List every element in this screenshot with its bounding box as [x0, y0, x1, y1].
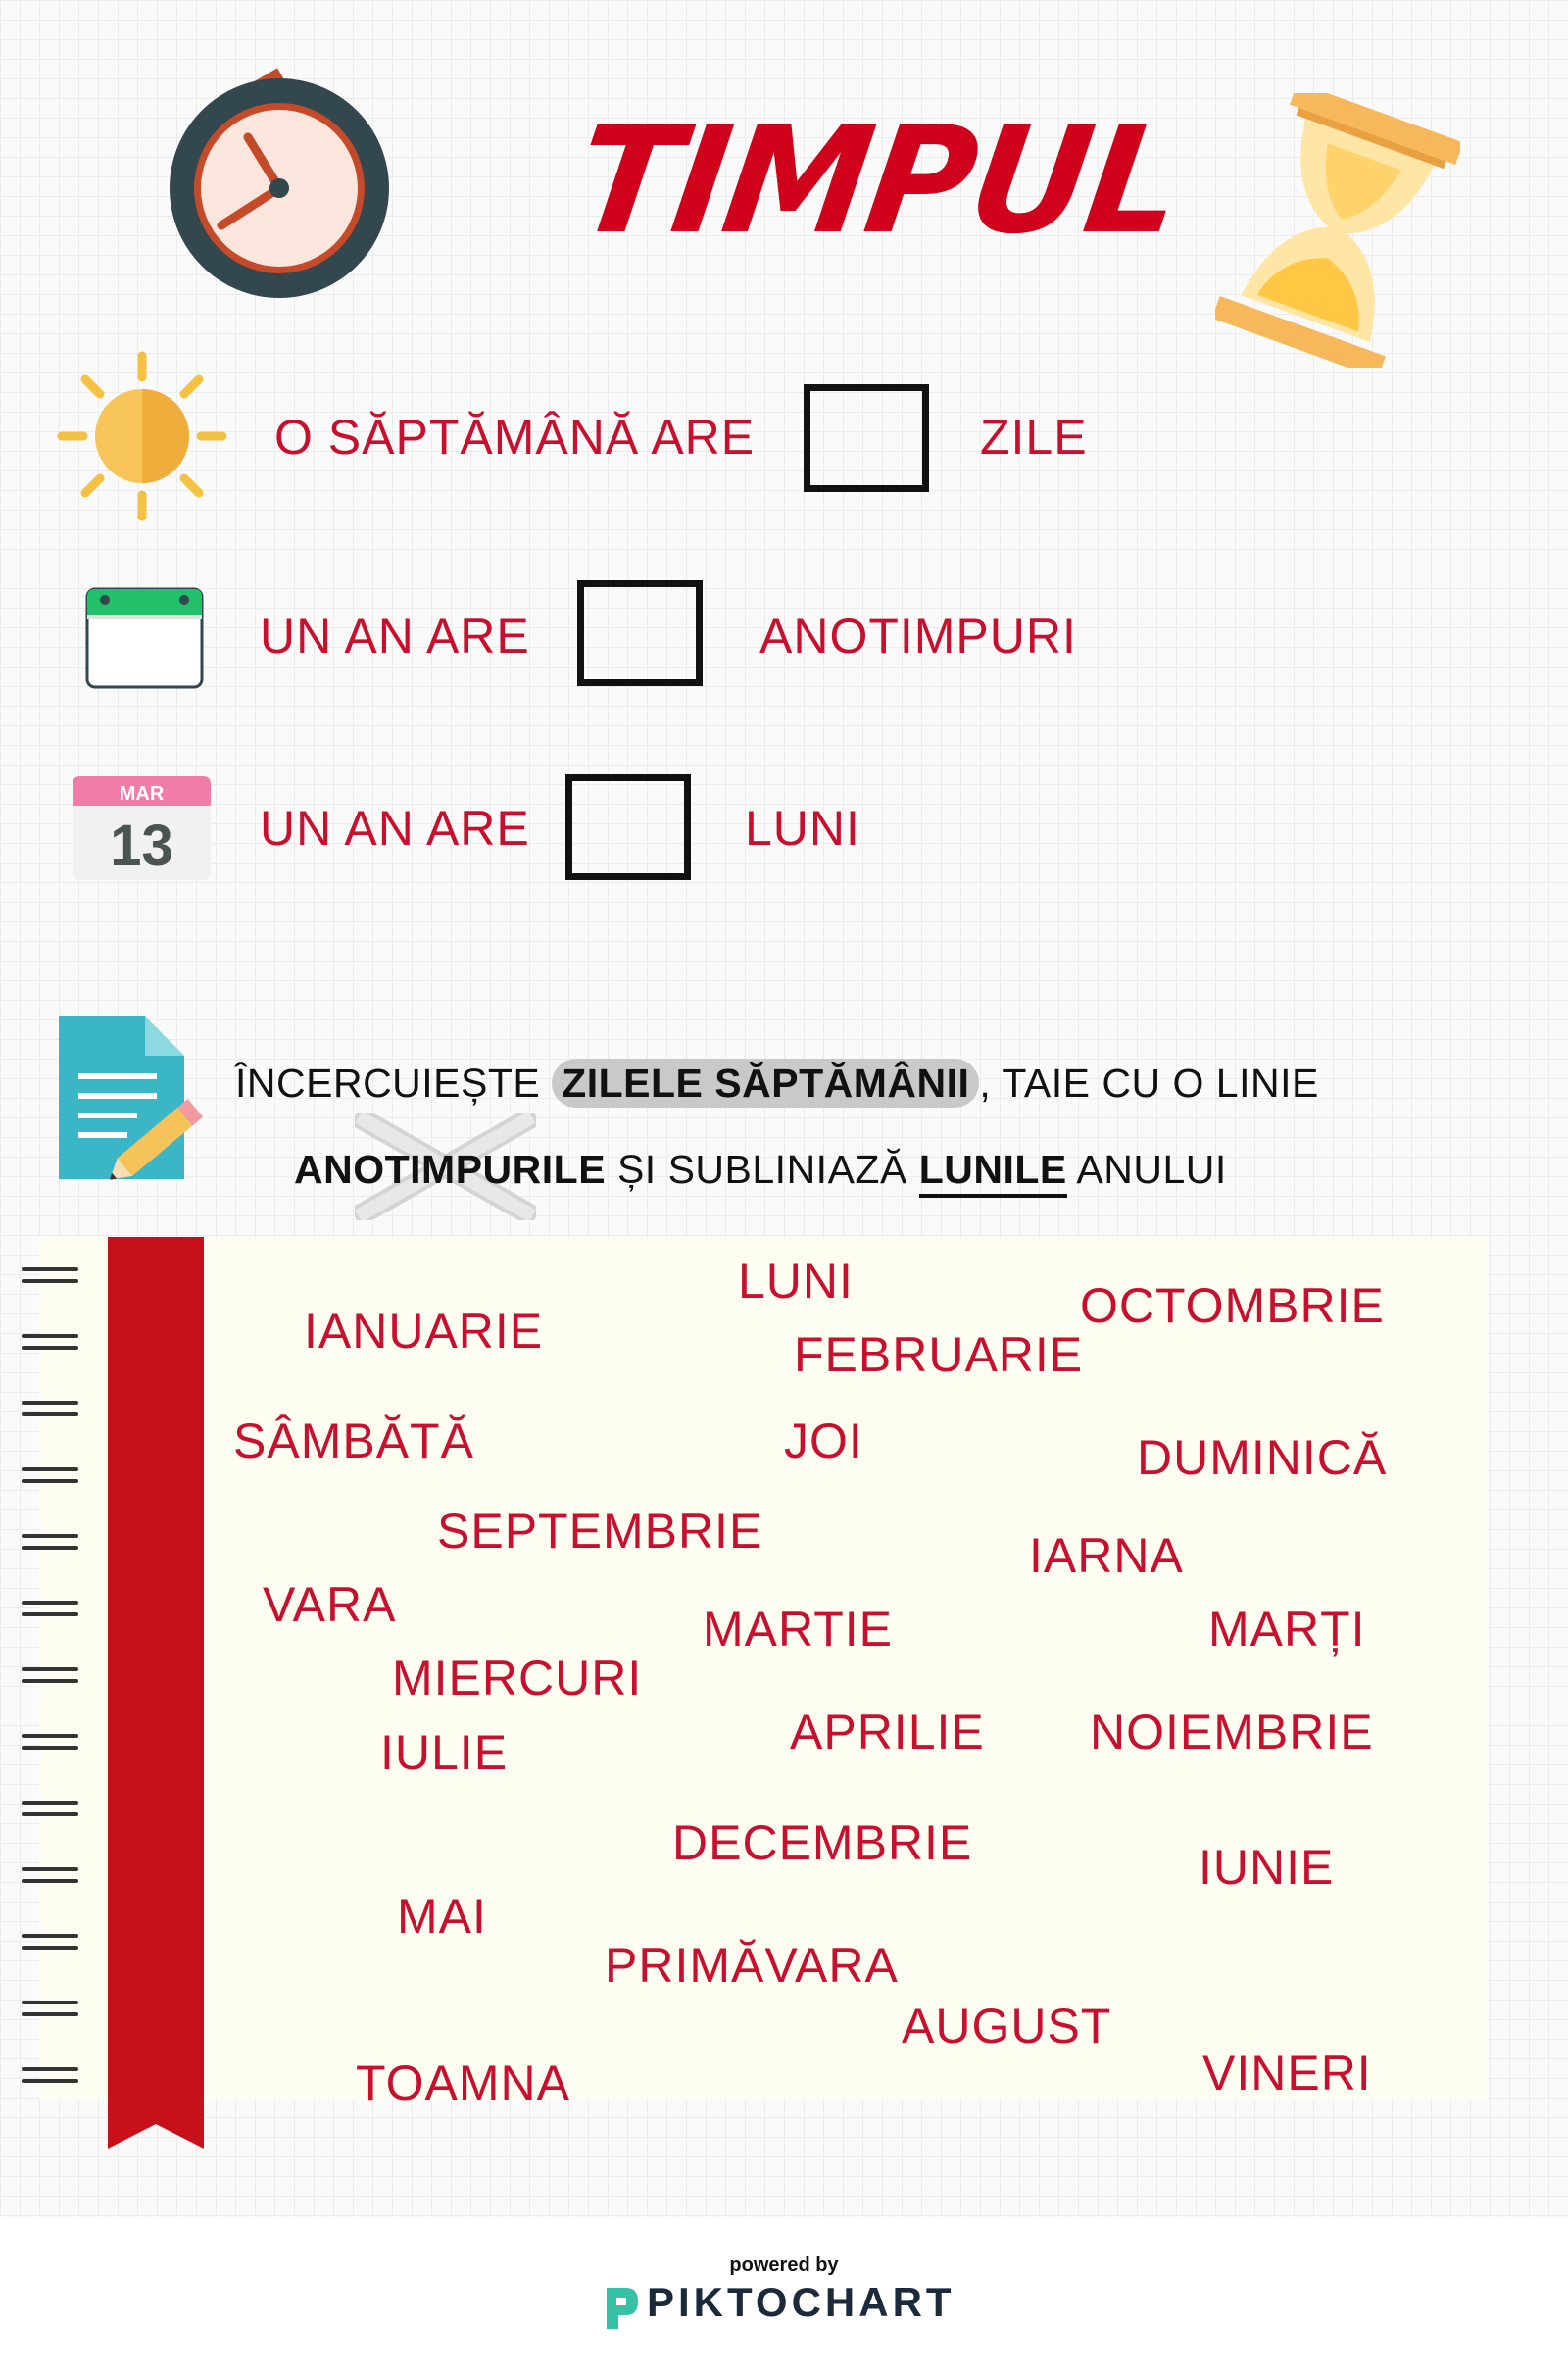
question-1-prefix: O SĂPTĂMÂNĂ ARE	[274, 410, 756, 465]
document-pencil-icon	[57, 1014, 204, 1181]
word-item[interactable]: APRILIE	[790, 1705, 985, 1759]
notebook-ring	[22, 1995, 78, 2024]
notebook-ring	[22, 1328, 78, 1358]
word-item[interactable]: IUNIE	[1199, 1840, 1335, 1895]
instruction-days-highlight: ZILELE SĂPTĂMÂNII	[552, 1059, 979, 1108]
word-item[interactable]: MARTIE	[703, 1602, 893, 1657]
word-item[interactable]: VARA	[263, 1577, 397, 1632]
brand-name: PIKTOCHART	[647, 2279, 956, 2325]
word-item[interactable]: LUNI	[738, 1254, 854, 1309]
hourglass-icon	[1215, 93, 1460, 368]
word-item[interactable]: PRIMĂVARA	[605, 1938, 899, 1993]
instruction-text-4: ANULUI	[1066, 1147, 1227, 1192]
notebook-ring	[22, 1795, 78, 1824]
instruction-line-2	[294, 1142, 1227, 1197]
word-item[interactable]: JOI	[784, 1413, 863, 1468]
instruction-text-1: ÎNCERCUIEȘTE	[235, 1061, 553, 1106]
page-title: TIMPUL	[565, 96, 1189, 267]
word-item[interactable]: DUMINICĂ	[1137, 1430, 1388, 1485]
answer-box-months[interactable]	[565, 774, 691, 880]
answer-box-seasons[interactable]	[577, 580, 703, 686]
word-item[interactable]: NOIEMBRIE	[1090, 1705, 1374, 1759]
instruction-seasons-crossed: ANOTIMPURILE	[294, 1147, 607, 1192]
word-item[interactable]: IARNA	[1029, 1528, 1184, 1583]
word-item[interactable]: IANUARIE	[304, 1304, 544, 1359]
notebook-ring	[22, 1595, 78, 1624]
instruction-months-underlined: LUNILE	[919, 1147, 1067, 1198]
word-item[interactable]: OCTOMBRIE	[1080, 1278, 1385, 1333]
word-item[interactable]: TOAMNA	[356, 2055, 570, 2110]
question-2-prefix: UN AN ARE	[260, 609, 530, 664]
word-item[interactable]: MIERCURI	[392, 1651, 643, 1706]
bookmark-ribbon	[108, 1237, 204, 2149]
word-item[interactable]: VINERI	[1202, 2046, 1372, 2101]
notebook-ring	[22, 1661, 78, 1691]
sun-icon	[54, 348, 230, 524]
word-item[interactable]: DECEMBRIE	[672, 1815, 973, 1870]
question-3-prefix: UN AN ARE	[260, 801, 530, 856]
answer-box-days[interactable]	[804, 384, 929, 492]
word-item[interactable]: IULIE	[380, 1725, 509, 1780]
notebook-ring	[22, 1861, 78, 1891]
instruction-line-1	[235, 1056, 1319, 1111]
question-3-suffix: LUNI	[745, 801, 860, 856]
instruction-text-3: ȘI SUBLINIAZĂ	[606, 1147, 919, 1192]
notebook-ring	[22, 1261, 78, 1291]
calendar-icon	[83, 583, 206, 691]
word-item[interactable]: SÂMBĂTĂ	[233, 1413, 474, 1468]
notebook-ring	[22, 2061, 78, 2091]
question-2-suffix: ANOTIMPURI	[760, 609, 1077, 664]
word-item[interactable]: FEBRUARIE	[794, 1327, 1084, 1382]
word-item[interactable]: MAI	[397, 1889, 487, 1944]
calendar-day: 13	[110, 814, 173, 877]
notebook-ring	[22, 1928, 78, 1957]
question-1-suffix: ZILE	[980, 410, 1088, 465]
word-item[interactable]: MARȚI	[1208, 1602, 1366, 1657]
instruction-text-2: , TAIE CU O LINIE	[979, 1061, 1319, 1106]
notebook-ring	[22, 1461, 78, 1491]
clock-icon	[167, 54, 402, 309]
calendar-month: MAR	[119, 783, 165, 805]
notebook-ring	[22, 1728, 78, 1757]
word-item[interactable]: SEPTEMBRIE	[437, 1504, 763, 1558]
date-calendar-icon	[71, 774, 213, 882]
word-item[interactable]: AUGUST	[902, 1999, 1112, 2053]
notebook-ring	[22, 1395, 78, 1424]
piktochart-logo-icon	[603, 2284, 642, 2333]
notebook-ring	[22, 1528, 78, 1558]
powered-by-text: powered by	[729, 2254, 839, 2276]
